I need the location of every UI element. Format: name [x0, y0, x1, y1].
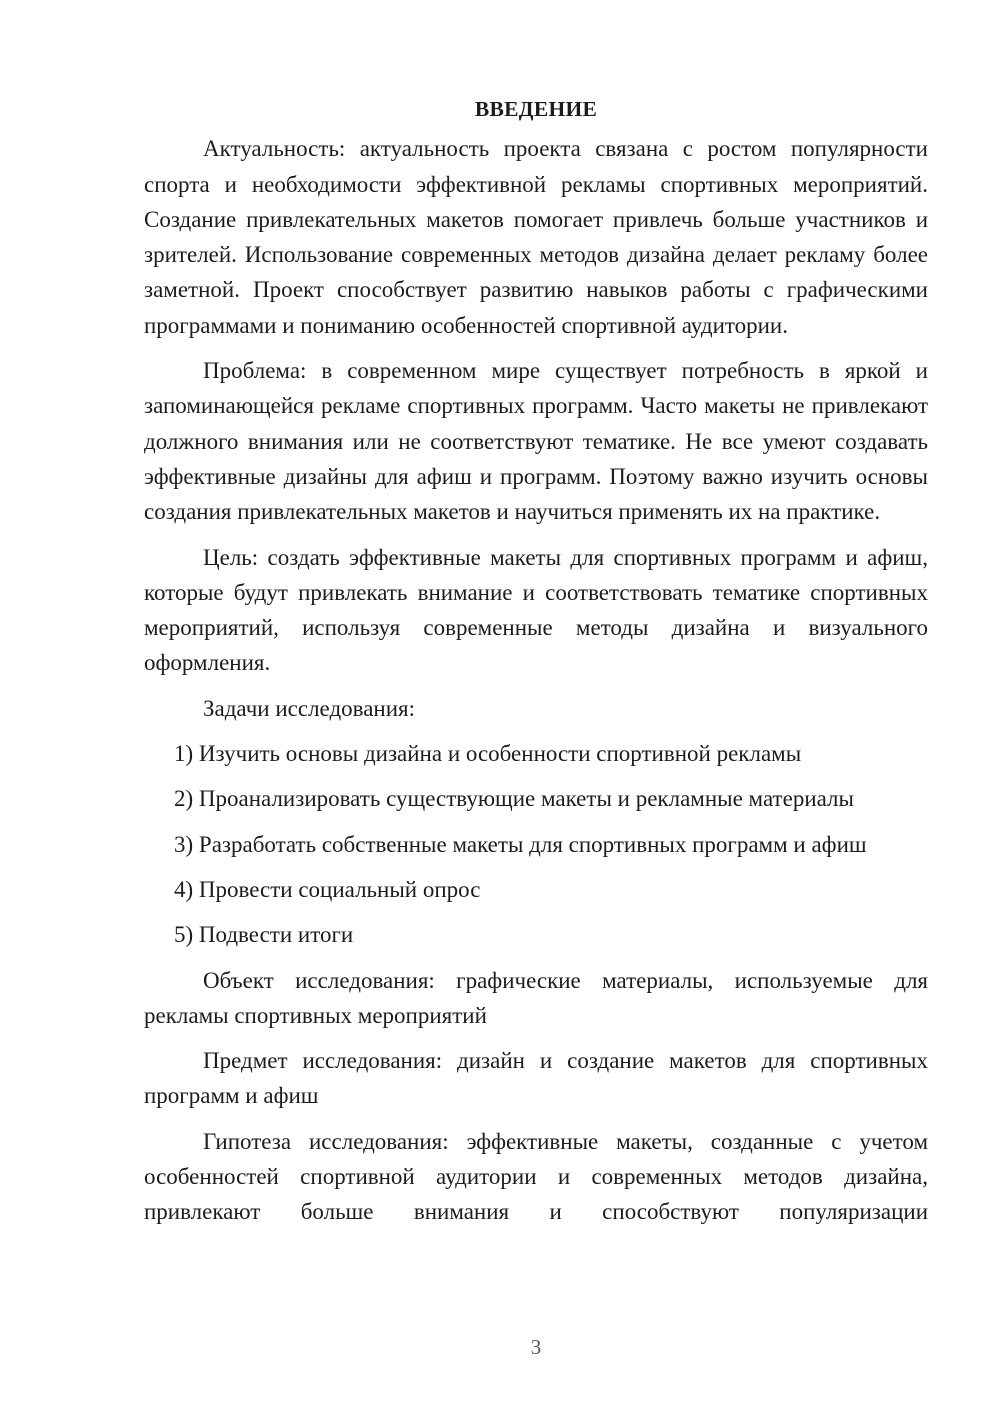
tasks-list	[144, 736, 928, 952]
goal-paragraph: Цель: создать эффективные макеты для спортивных программ и афиш, которые будут привлекать внимание и соответствовать тематике спортивных мероприятий, используя современные методы дизайна и визуального оформления.	[144, 544, 928, 676]
tasks-title: Задачи исследования:	[203, 695, 416, 721]
list-item: 3) Разработать собственные макеты для спортивных программ и афиш	[174, 831, 867, 857]
object-paragraph: Объект исследования: графические материалы, используемые для рекламы спортивных мероприятий	[144, 967, 928, 1028]
list-item: 5) Подвести итоги	[174, 922, 354, 948]
list-item: 2) Проанализировать существующие макеты и рекламные материалы	[174, 786, 854, 812]
hypothesis-paragraph: Гипотеза исследования: эффективные макеты, созданные с учетом особенностей спортивной аудитории и современных методов дизайна, привлекают больше внимания и способствуют популяризации	[144, 1128, 928, 1225]
list-item: 1) Изучить основы дизайна и особенности спортивной рекламы	[174, 741, 802, 767]
relevance-paragraph: Актуальность: актуальность проекта связана с ростом популярности спорта и необходимости эффективной рекламы спортивных мероприятий. Создание привлекательных макетов помогает привлечь больше участников и зрителей. Использование современных методов дизайна делает рекламу более заметной. Проект способствует развитию навыков работы с графическими программами и пониманию особенностей спортивной аудитории.	[144, 136, 928, 338]
page-title: ВВЕДЕНИЕ	[474, 97, 598, 121]
list-item: 4) Провести социальный опрос	[174, 876, 481, 902]
document-body	[144, 92, 928, 1240]
subject-paragraph: Предмет исследования: дизайн и создание макетов для спортивных программ и афиш	[144, 1048, 928, 1109]
page-number: 3	[530, 1335, 542, 1359]
problem-paragraph: Проблема: в современном мире существует потребность в яркой и запоминающейся рекламе спортивных программ. Часто макеты не привлекают должного внимания или не соответствуют тематике. Не все умеют создавать эффективные дизайны для афиш и программ. Поэтому важно изучить основы создания привлекательных макетов и научиться применять их на практике.	[144, 358, 928, 525]
